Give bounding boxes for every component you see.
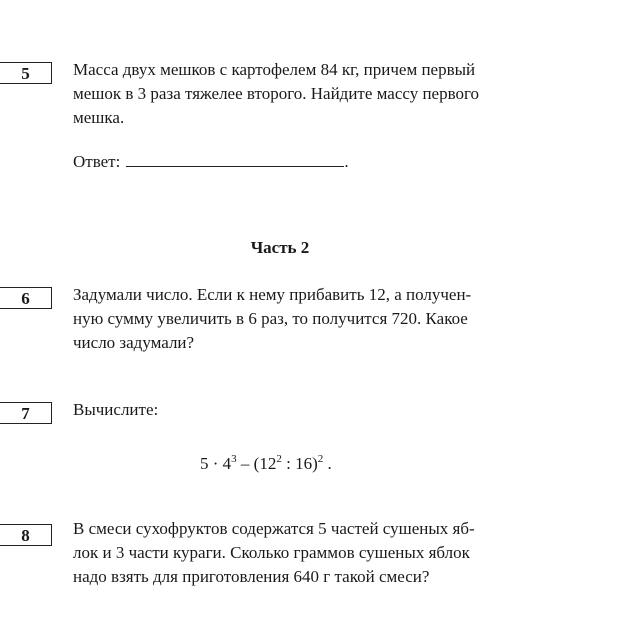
answer-label: Ответ: <box>73 152 121 171</box>
task-number-7: 7 <box>0 402 52 424</box>
answer-field[interactable] <box>126 150 344 167</box>
formula-part-1: 5 · 4 <box>200 454 232 473</box>
answer-period: . <box>344 152 349 171</box>
formula-part-2: – (12 <box>236 454 277 473</box>
formula-part-3: : 16) <box>281 454 318 473</box>
task-6-text: Задумали число. Если к нему прибавить 12, а получен- ную сумму увеличить в 6 раз, то получится 720. Какое число задумали? <box>73 285 472 352</box>
task-7-formula <box>200 447 332 476</box>
formula-end: . <box>323 454 332 473</box>
task-number-6: 6 <box>0 287 52 309</box>
answer-row <box>73 150 349 174</box>
section-title: Часть 2 <box>250 238 310 257</box>
task-5-text: Масса двух мешков с картофелем 84 кг, причем первый мешок в 3 раза тяжелее второго. Найдите массу первого мешка. <box>73 60 480 127</box>
formula-exponent-1: 3 <box>231 453 237 465</box>
task-number-8: 8 <box>0 524 52 546</box>
formula-exponent-2: 2 <box>276 453 282 465</box>
task-7-text: Вычислите: <box>73 400 159 419</box>
task-8-text: В смеси сухофруктов содержатся 5 частей сушеных яб- лок и 3 части кураги. Сколько граммов сушеных яблок надо взять для приготовления 640 г такой смеси? <box>73 519 475 586</box>
task-number-5: 5 <box>0 62 52 84</box>
formula-exponent-3: 2 <box>317 453 324 465</box>
